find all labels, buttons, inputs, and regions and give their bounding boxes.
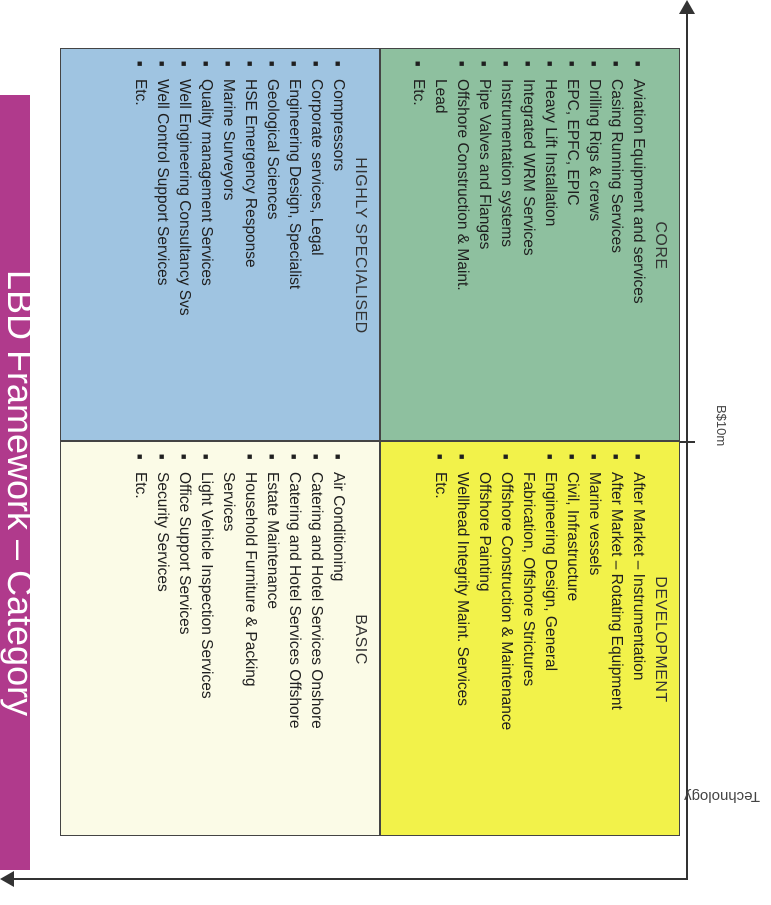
quadrant-list (129, 454, 349, 825)
quadrant-list (129, 61, 349, 430)
list-item: ■ Marine Surveyors (217, 61, 239, 430)
value-axis-line (686, 12, 688, 880)
list-item: ■ Wellhead Integrity Maint. Services (451, 454, 473, 825)
list-item: ■ Compressors (327, 61, 349, 430)
list-item: ■ Drilling Rigs & crews (583, 61, 605, 430)
list-item: ■ Instrumentation systems (495, 61, 517, 430)
list-item: ■ HSE Emergency Response (239, 61, 261, 430)
list-item: Offshore Painting (476, 472, 493, 592)
list-item: ■ Integrated WRM Services (517, 61, 539, 430)
value-axis-arrow (679, 0, 695, 14)
quadrant-list (429, 454, 649, 825)
list-item: ■ Corporate services, Legal (305, 61, 327, 430)
quadrant-development (380, 441, 680, 836)
page-title: LBD Framework – Category (0, 269, 41, 717)
quadrant-highly-specialised (60, 48, 380, 441)
list-item: ■ Pipe Valves and Flanges (473, 61, 495, 430)
list-item: ■ Well Engineering Consultancy Svs (173, 61, 195, 430)
list-item: ■ EPC, EPFC, EPIC (561, 61, 583, 430)
list-item: ■ Geological Sciences (261, 61, 283, 430)
quadrant-heading: CORE (652, 221, 669, 270)
quadrant-content (381, 442, 679, 835)
list-item: ■ Engineering Design, General (539, 454, 561, 825)
list-item: ■ Offshore Construction & Maint. (451, 61, 473, 430)
list-item: ■ Catering and Hotel Services Offshore (283, 454, 305, 825)
list-item: ■ Casing Running Services (605, 61, 627, 430)
list-item: ■ After Market – Rotating Equipment (605, 454, 627, 825)
list-item: ■ Etc. (129, 454, 151, 825)
list-item: ■ Marine vessels (583, 454, 605, 825)
list-item: Services (220, 472, 237, 532)
technology-axis-label: Technology (684, 788, 760, 805)
technology-axis-line (12, 878, 688, 880)
quadrant-core (380, 48, 680, 441)
list-item: ■ Light Vehicle Inspection Services (195, 454, 217, 825)
list-item: ■ Civil, Infrastructure (561, 454, 583, 825)
technology-axis-arrow (0, 871, 14, 887)
quadrant-list (407, 61, 649, 430)
list-item: ■ After Market – Instrumentation (627, 454, 649, 825)
list-item: ■ Engineering Design, Specialist (283, 61, 305, 430)
list-item: ■ Etc. (429, 454, 451, 825)
list-item: ■ Well Control Support Services (151, 61, 173, 430)
quadrant-content (61, 49, 379, 440)
quadrant-content (61, 442, 379, 835)
quadrant-heading: BASIC (352, 614, 369, 665)
list-item: ■ Quality management Services (195, 61, 217, 430)
list-item: ■ Heavy Lift Installation (539, 61, 561, 430)
list-item: ■ Security Services (151, 454, 173, 825)
list-item: ■ Air Conditioning (327, 454, 349, 825)
list-item: ■ Aviation Equipment and services (627, 61, 649, 430)
threshold-tick (679, 441, 695, 443)
quadrant-basic (60, 441, 380, 836)
list-item: Lead (432, 79, 449, 114)
list-item: ■ Etc. (407, 61, 429, 430)
list-item: ■ Catering and Hotel Services Onshore (305, 454, 327, 825)
quadrant-heading: HIGHLY SPECIALISED (352, 157, 369, 334)
list-item: ■ Office Support Services (173, 454, 195, 825)
tick-label-wrap (710, 405, 730, 485)
list-item: ■ Offshore Construction & Maintenance (495, 454, 517, 825)
quadrant-content (381, 49, 679, 440)
quadrant-heading: DEVELOPMENT (652, 576, 669, 703)
list-item: Fabrication, Offshore Strictures (520, 472, 537, 687)
list-item: ■ Etc. (129, 61, 151, 430)
list-item: ■ Household Furniture & Packing (239, 454, 261, 825)
list-item: ■ Estate Maintenance (261, 454, 283, 825)
title-wrap (0, 103, 42, 883)
threshold-label: B$10m (714, 405, 729, 447)
